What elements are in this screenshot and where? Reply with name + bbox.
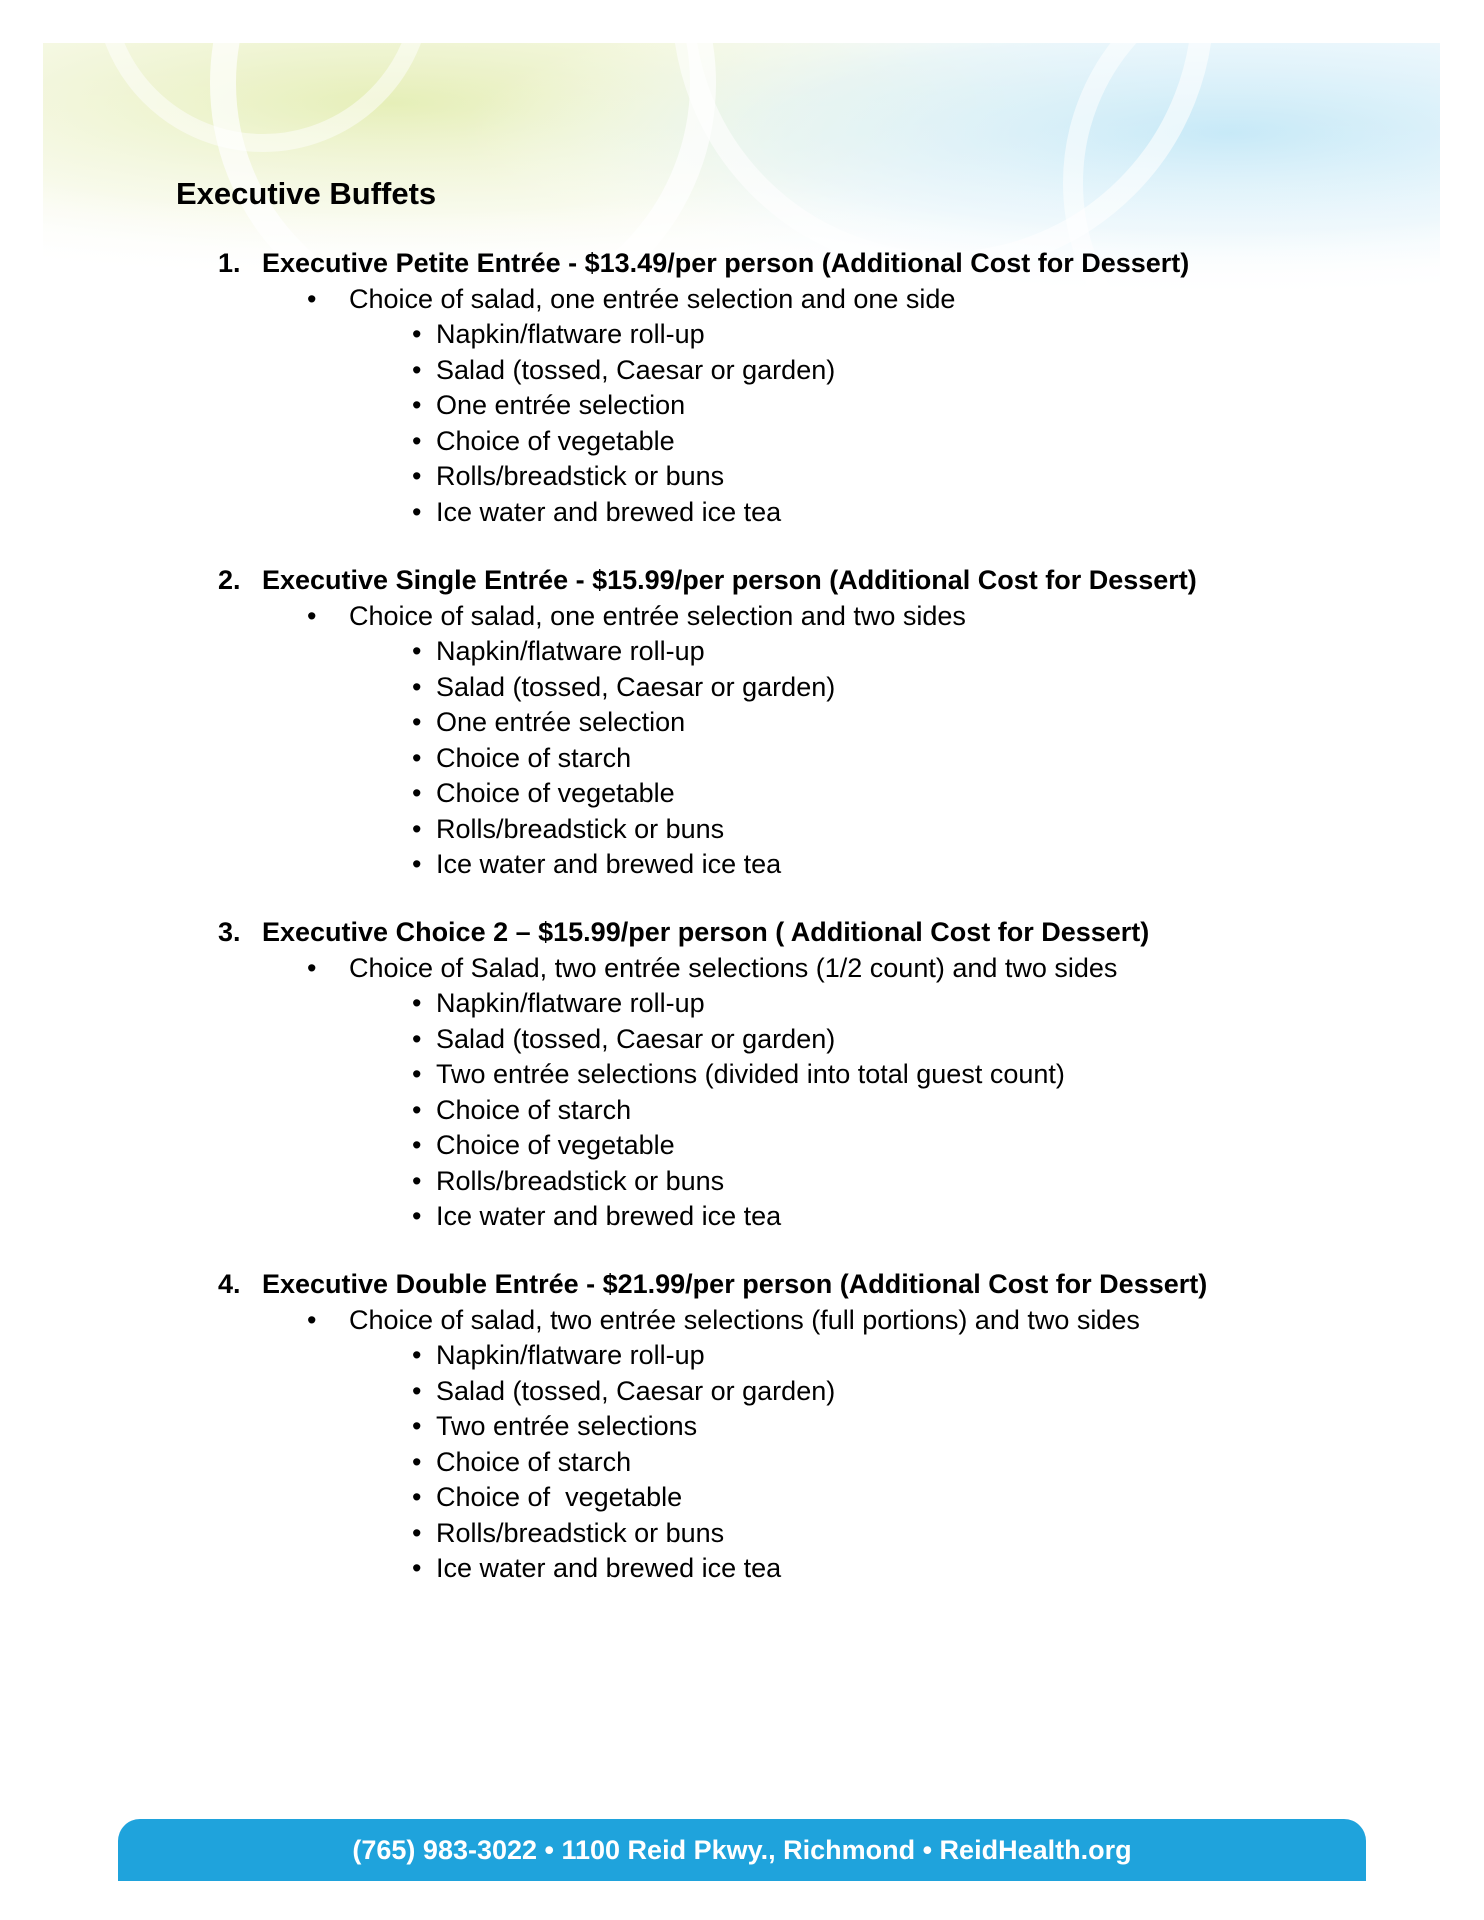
item-bullet: • [412, 742, 422, 773]
item-list [412, 1338, 835, 1587]
item-bullet: • [412, 1517, 422, 1548]
item-text: Rolls/breadstick or buns [436, 813, 725, 844]
list-item [412, 388, 835, 424]
item-bullet: • [412, 1201, 422, 1231]
sub-bullet: • [307, 601, 317, 631]
section-summary: Choice of salad, two entrée selections (full portions) and two sides [349, 1305, 1140, 1335]
item-bullet: • [412, 425, 422, 456]
item-bullet: • [412, 1094, 422, 1125]
item-text: Rolls/breadstick or buns [436, 461, 725, 491]
list-item [412, 1057, 1065, 1093]
item-text: Ice water and brewed ice tea [436, 849, 782, 879]
sub-bullet: • [307, 284, 317, 314]
list-item [412, 1409, 835, 1445]
list-item [412, 1374, 835, 1410]
list-item [412, 634, 835, 670]
item-text: Choice of vegetable [436, 425, 675, 456]
item-bullet: • [412, 1553, 422, 1583]
section-title: Executive Double Entrée - $21.99/per person (Additional Cost for Dessert) [262, 1269, 1208, 1299]
list-item [412, 705, 835, 741]
section-heading [218, 915, 1149, 949]
list-item [412, 670, 835, 706]
item-text: Salad (tossed, Caesar or garden) [436, 1023, 836, 1054]
item-text: Choice of starch [436, 742, 632, 773]
page-title: Executive Buffets [176, 176, 437, 211]
item-text: Ice water and brewed ice tea [436, 496, 782, 527]
section-number: 4. [218, 1269, 241, 1299]
item-text: Choice of vegetable [436, 1482, 683, 1512]
item-text: Ice water and brewed ice tea [436, 1553, 782, 1583]
item-bullet: • [412, 1446, 422, 1477]
section-summary: Choice of salad, one entrée selection and one side [349, 284, 956, 314]
item-text: Napkin/flatware roll-up [436, 988, 705, 1018]
list-item [412, 847, 835, 883]
item-text: One entrée selection [436, 390, 686, 420]
item-bullet: • [412, 354, 422, 385]
section-heading [218, 563, 1197, 597]
item-list [412, 986, 1065, 1235]
item-text: Choice of vegetable [436, 1130, 675, 1160]
item-text: Napkin/flatware roll-up [436, 1340, 705, 1370]
item-text: Choice of starch [436, 1094, 632, 1125]
list-item [412, 1516, 835, 1552]
section-title: Executive Choice 2 – $15.99/per person ( Additional Cost for Dessert) [262, 917, 1150, 947]
item-text: Salad (tossed, Caesar or garden) [436, 671, 836, 702]
item-bullet: • [412, 988, 422, 1018]
section-title: Executive Petite Entrée - $13.49/per person (Additional Cost for Dessert) [262, 248, 1190, 278]
section-title: Executive Single Entrée - $15.99/per person (Additional Cost for Dessert) [262, 565, 1197, 595]
item-text: Ice water and brewed ice tea [436, 1201, 782, 1231]
item-bullet: • [412, 671, 422, 702]
item-bullet: • [412, 636, 422, 666]
item-bullet: • [412, 390, 422, 420]
item-text: Two entrée selections (divided into total guest count) [436, 1059, 1065, 1089]
item-text: Rolls/breadstick or buns [436, 1517, 725, 1548]
list-item [412, 1199, 1065, 1235]
section-number: 3. [218, 917, 241, 947]
section-number: 2. [218, 565, 241, 595]
list-item [412, 424, 835, 460]
list-item [412, 1164, 1065, 1200]
item-bullet: • [412, 461, 422, 491]
list-item [412, 812, 835, 848]
item-text: Choice of vegetable [436, 778, 675, 808]
section-heading [218, 1267, 1207, 1301]
item-bullet: • [412, 813, 422, 844]
item-bullet: • [412, 1375, 422, 1406]
item-bullet: • [412, 1411, 422, 1441]
item-bullet: • [412, 319, 422, 349]
item-bullet: • [412, 707, 422, 737]
item-text: Choice of starch [436, 1446, 632, 1477]
footer-contact-text: (765) 983-3022 • 1100 Reid Pkwy., Richmond • ReidHealth.org [352, 1835, 1132, 1865]
section-summary: Choice of salad, one entrée selection and two sides [349, 601, 966, 631]
sub-bullet: • [307, 1305, 317, 1335]
item-bullet: • [412, 1482, 422, 1512]
item-list [412, 317, 835, 530]
item-text: One entrée selection [436, 707, 686, 737]
item-bullet: • [412, 1023, 422, 1054]
item-bullet: • [412, 1130, 422, 1160]
list-item [412, 1551, 835, 1587]
item-list [412, 634, 835, 883]
item-bullet: • [412, 496, 422, 527]
item-bullet: • [412, 1165, 422, 1196]
footer-bar [118, 1819, 1366, 1881]
section-heading [218, 246, 1189, 280]
section-summary: Choice of Salad, two entrée selections (1/2 count) and two sides [349, 953, 1118, 983]
list-item [412, 495, 835, 531]
list-item [412, 1445, 835, 1481]
list-item [412, 317, 835, 353]
item-text: Salad (tossed, Caesar or garden) [436, 1375, 836, 1406]
list-item [412, 1338, 835, 1374]
item-text: Napkin/flatware roll-up [436, 319, 705, 349]
item-bullet: • [412, 1059, 422, 1089]
sub-bullet: • [307, 953, 317, 983]
list-item [412, 741, 835, 777]
item-bullet: • [412, 1340, 422, 1370]
list-item [412, 459, 835, 495]
list-item [412, 1022, 1065, 1058]
section-number: 1. [218, 248, 241, 278]
list-item [412, 1480, 835, 1516]
list-item [412, 986, 1065, 1022]
item-bullet: • [412, 778, 422, 808]
item-text: Salad (tossed, Caesar or garden) [436, 354, 836, 385]
list-item [412, 776, 835, 812]
list-item [412, 1128, 1065, 1164]
item-bullet: • [412, 849, 422, 879]
item-text: Napkin/flatware roll-up [436, 636, 705, 666]
list-item [412, 1093, 1065, 1129]
item-text: Rolls/breadstick or buns [436, 1165, 725, 1196]
list-item [412, 353, 835, 389]
item-text: Two entrée selections [436, 1411, 698, 1441]
